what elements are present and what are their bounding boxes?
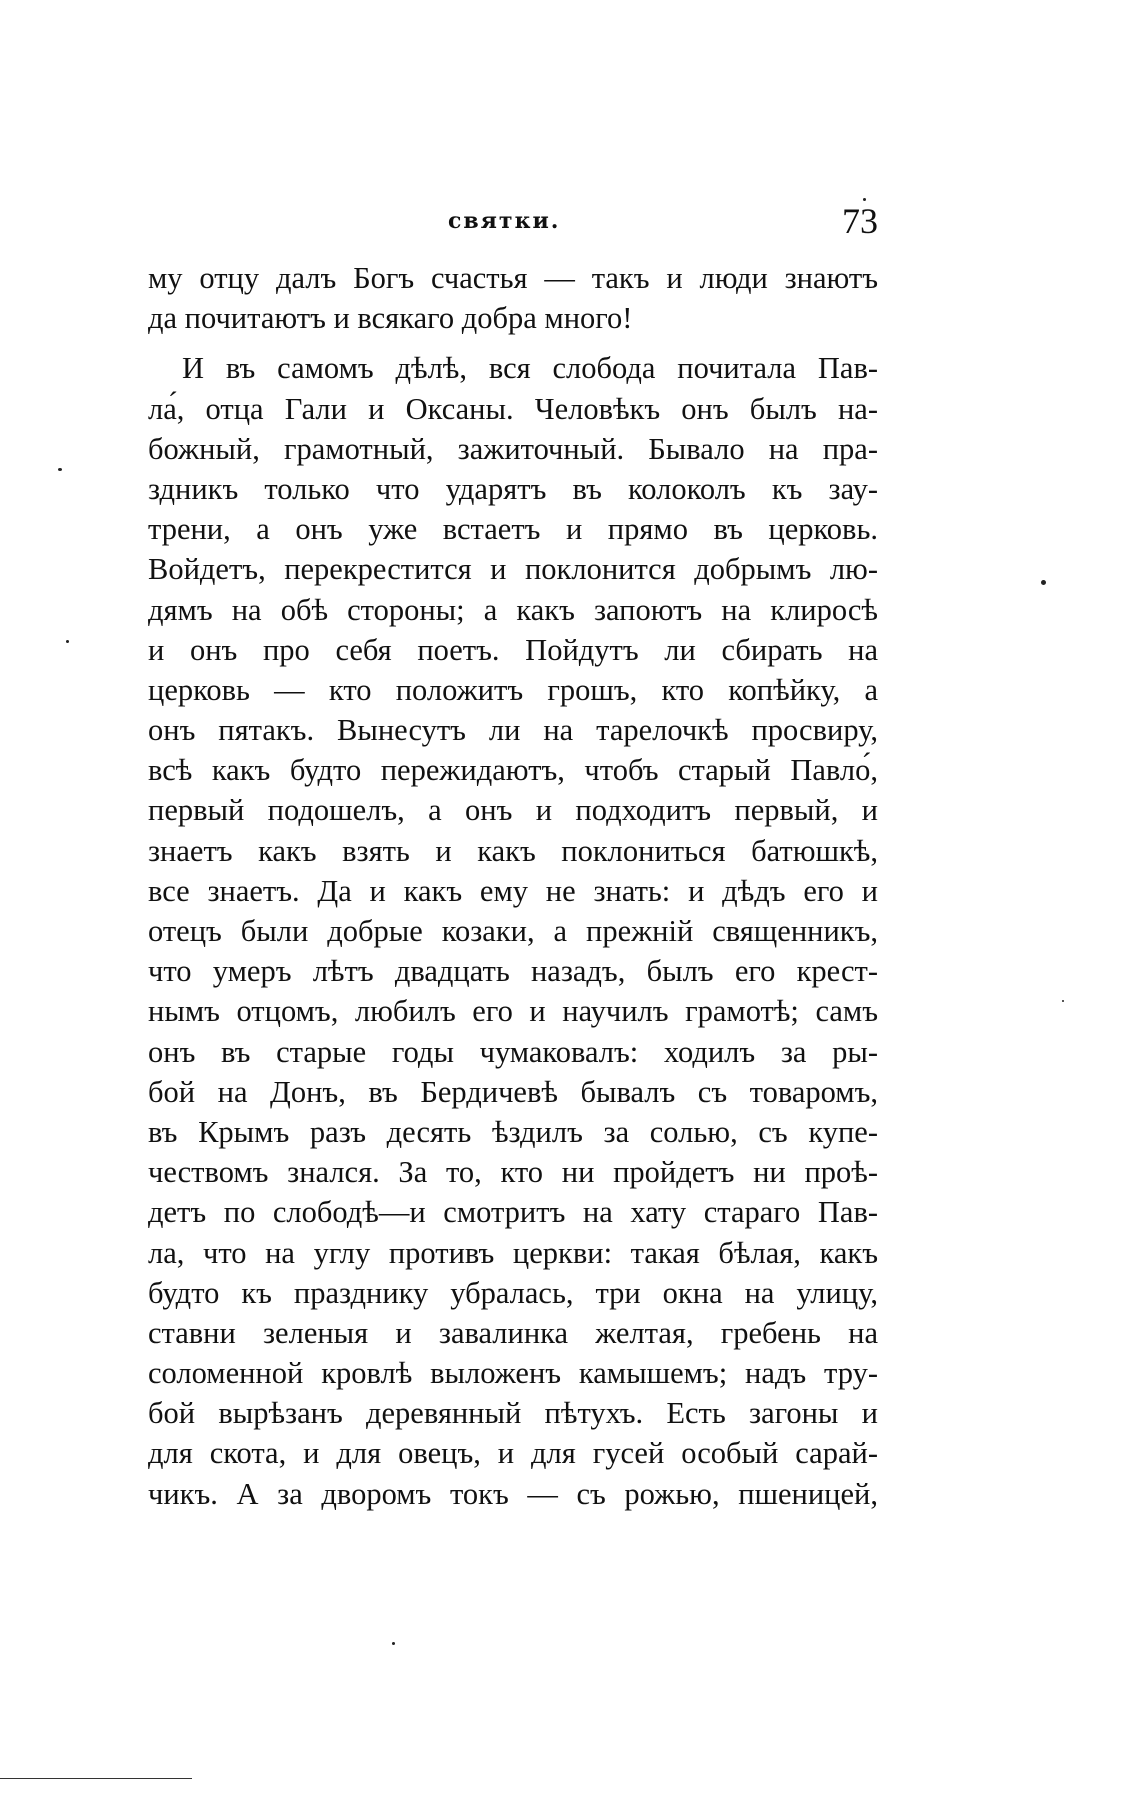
- page-header: [148, 201, 878, 246]
- text-line: соломенной кровлѣ выложенъ камышемъ; надъ тру-: [148, 1356, 878, 1391]
- scan-edge-line: [0, 1778, 192, 1779]
- text-line: ставни зеленыя и завалинка желтая, гребень на: [148, 1315, 878, 1350]
- paragraph-gap: [148, 338, 878, 348]
- text-line: ла́, отца Гали и Оксаны. Человѣкъ онъ былъ на-: [148, 391, 878, 426]
- text-line: нымъ отцомъ, любилъ его и научилъ грамотѣ; самъ: [148, 994, 878, 1029]
- text-line: знаетъ какъ взять и какъ поклониться батюшкѣ,: [148, 833, 878, 868]
- text-line: да почитаютъ и всякаго добра много!: [148, 301, 633, 336]
- text-line: для скота, и для овецъ, и для гусей особый сарай-: [148, 1436, 878, 1471]
- text-line: онъ въ старые годы чумаковалъ: ходилъ за ры-: [148, 1034, 878, 1069]
- text-line: отецъ были добрые козаки, а прежній священникъ,: [148, 914, 878, 948]
- text-line: трени, а онъ уже встаетъ и прямо въ церковь.: [148, 512, 878, 547]
- text-line: чествомъ знался. За то, кто ни пройдетъ ни проѣ-: [148, 1155, 878, 1190]
- scan-speck: [1062, 1000, 1064, 1002]
- text-line: дямъ на обѣ стороны; а какъ запоютъ на клиросѣ: [148, 592, 878, 627]
- text-line: Войдетъ, перекрестится и поклонится добрымъ лю-: [148, 552, 878, 587]
- text-line: первый подошелъ, а онъ и подходитъ первый, и: [148, 793, 878, 828]
- scan-speck: [66, 640, 69, 643]
- text-line: будто къ празднику убралась, три окна на улицу,: [148, 1275, 878, 1310]
- text-line: все знаетъ. Да и какъ ему не знать: и дѣдъ его и: [148, 873, 878, 908]
- text-line: детъ по слободѣ—и смотритъ на хату стараго Пав-: [148, 1195, 878, 1230]
- page-number: 73: [842, 201, 878, 241]
- text-line: онъ пятакъ. Вынесутъ ли на тарелочкѣ просвиру,: [148, 713, 878, 748]
- scan-speck: [58, 468, 62, 471]
- text-line: ла, что на углу противъ церкви: такая бѣлая, какъ: [148, 1235, 878, 1270]
- text-line: въ Крымъ разъ десять ѣздилъ за солью, съ купе-: [148, 1114, 878, 1149]
- text-line: И въ самомъ дѣлѣ, вся слобода почитала Пав-: [182, 351, 878, 386]
- text-line: бой вырѣзанъ деревянный пѣтухъ. Есть загоны и: [148, 1396, 878, 1431]
- text-line: чикъ. А за дворомъ токъ — съ рожью, пшеницей,: [148, 1476, 878, 1511]
- text-line: всѣ какъ будто пережидаютъ, чтобъ старый Павло́,: [148, 753, 878, 788]
- text-line: что умеръ лѣтъ двадцать назадъ, былъ его крест-: [148, 954, 878, 989]
- scan-speck: [392, 1642, 395, 1645]
- text-line: и онъ про себя поетъ. Пойдутъ ли сбирать на: [148, 632, 878, 667]
- text-line: церковь — кто положитъ грошъ, кто копѣйку, а: [148, 672, 878, 707]
- scan-speck: [863, 198, 866, 201]
- body-text: [148, 258, 878, 1514]
- text-line: здникъ только что ударятъ въ колоколъ къ зау-: [148, 471, 878, 506]
- text-line: божный, грамотный, зажиточный. Бывало на пра-: [148, 431, 878, 466]
- running-head: святки.: [448, 208, 561, 234]
- scan-speck: [1041, 580, 1046, 585]
- text-line: бой на Донъ, въ Бердичевѣ бывалъ съ товаромъ,: [148, 1074, 878, 1109]
- text-line: му отцу далъ Богъ счастья — такъ и люди знаютъ: [148, 261, 878, 295]
